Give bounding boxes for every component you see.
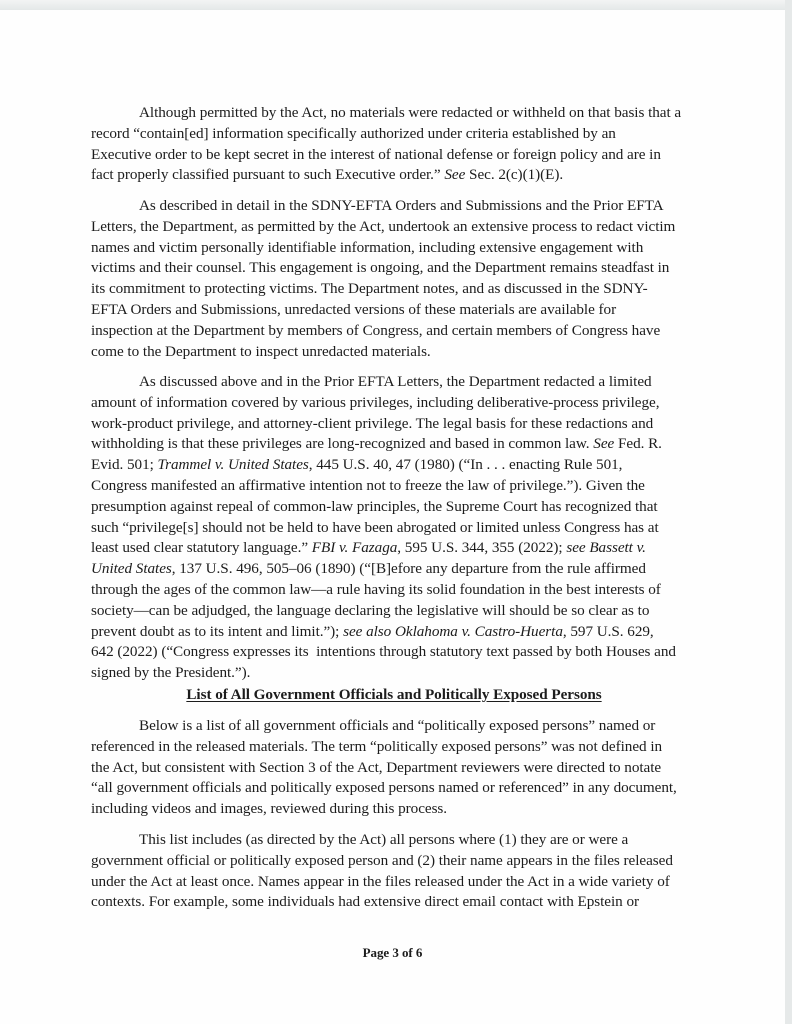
text-line xyxy=(91,166,563,184)
text-run: 642 (2022) (“Congress expresses its intentions through statutory text passed by both Houses and xyxy=(91,643,676,661)
text-line xyxy=(91,456,622,474)
text-run: Evid. 501; xyxy=(91,456,158,474)
text-run: Letters, the Department, as permitted by the Act, undertook an extensive process to redact victim xyxy=(91,217,676,235)
italic-citation: Trammel v. United States xyxy=(157,456,309,474)
text-run: , 597 U.S. 629, xyxy=(562,622,654,640)
text-run: least used clear statutory language.” xyxy=(91,539,312,557)
page-number: Page 3 of 6 xyxy=(362,945,423,960)
text-line xyxy=(91,852,673,870)
text-line xyxy=(91,477,645,495)
text-run: names and victim personally identifiable information, including extensive engagement with xyxy=(91,238,644,256)
text-line xyxy=(91,301,616,319)
text-line xyxy=(139,831,628,849)
italic-citation: United States xyxy=(91,560,172,578)
text-line xyxy=(91,779,677,797)
text-run: Sec. 2(c)(1)(E). xyxy=(465,166,564,184)
document-page xyxy=(0,10,785,1024)
text-line xyxy=(91,893,639,911)
text-run: including videos and images, reviewed during this process. xyxy=(91,800,448,818)
italic-citation: FBI v. Fazaga xyxy=(311,539,398,557)
text-line xyxy=(139,373,652,391)
text-run: EFTA Orders and Submissions, unredacted versions of these materials are available for xyxy=(91,301,617,318)
text-line xyxy=(91,800,447,818)
text-line xyxy=(91,125,616,143)
text-run: , 445 U.S. 40, 47 (1980) (“In . . . enacting Rule 501, xyxy=(308,456,623,474)
text-run: Below is a list of all government officials and “politically exposed persons” named or xyxy=(139,717,656,734)
text-run: amount of information covered by various privileges, including deliberative-process privilege, xyxy=(91,393,660,411)
text-run: come to the Department to inspect unredacted materials. xyxy=(91,342,431,360)
text-line xyxy=(91,322,660,340)
text-line xyxy=(91,239,643,257)
text-line xyxy=(91,259,669,277)
text-line xyxy=(91,146,661,164)
text-line xyxy=(91,280,648,298)
text-run: inspection at the Department by members of Congress, and certain members of Congress have xyxy=(91,321,661,339)
text-run: presumption against repeal of common-law principles, the Supreme Court has recognized that xyxy=(91,497,658,515)
text-run: Fed. R. xyxy=(614,435,662,453)
text-run: Although permitted by the Act, no materials were redacted or withheld on that basis that a xyxy=(139,104,682,121)
text-run: , 595 U.S. 344, 355 (2022); xyxy=(397,539,567,557)
text-run: Executive order to be kept secret in the interest of national defense or foreign policy and are in xyxy=(91,145,661,163)
text-run: under the Act at least once. Names appear in the files released under the Act in a wide variety of xyxy=(91,872,670,890)
italic-citation: See xyxy=(593,435,615,453)
section-heading: List of All Government Officials and Politically Exposed Persons xyxy=(186,686,602,703)
scrollbar-track xyxy=(785,0,792,1024)
text-line xyxy=(91,623,654,641)
text-line xyxy=(91,643,676,661)
text-run: referenced in the released materials. The term “politically exposed persons” was not defined in xyxy=(91,737,663,755)
italic-citation: see Bassett v. xyxy=(566,539,646,557)
text-line xyxy=(91,343,431,361)
text-line xyxy=(91,519,659,537)
text-run: prevent doubt as to its intent and limit.”); xyxy=(91,622,344,640)
text-run: As described in detail in the SDNY-EFTA Orders and Submissions and the Prior EFTA xyxy=(139,197,664,214)
text-line xyxy=(91,759,661,777)
top-edge-shadow xyxy=(0,0,792,10)
text-run: , 137 U.S. 496, 505–06 (1890) (“[B]efore any departure from the rule affirmed xyxy=(171,560,646,578)
text-line xyxy=(91,873,670,891)
italic-citation: See xyxy=(444,166,466,184)
text-run: fact properly classified pursuant to such Executive order.” xyxy=(91,166,445,184)
text-line xyxy=(91,664,250,682)
text-line xyxy=(91,560,646,578)
text-line xyxy=(91,415,653,433)
text-run: contexts. For example, some individuals had extensive direct email contact with Epstein or xyxy=(91,893,640,911)
text-line xyxy=(91,498,658,516)
text-run: the Act, but consistent with Section 3 of the Act, Department reviewers were directed to notate xyxy=(91,758,662,776)
text-line xyxy=(139,717,655,735)
text-run: government official or politically exposed person and (2) their name appears in the files released xyxy=(91,851,673,869)
text-run: through the ages of the common law—a rule having its solid foundation in the best interests of xyxy=(91,581,661,598)
text-run: Congress manifested an affirmative intention not to freeze the law of privilege.”). Given the xyxy=(91,477,645,494)
text-run: “all government officials and politically exposed persons named or referenced” in any document, xyxy=(91,779,677,797)
text-run: society—can be adjudged, the language declaring the legislative will should be so clear as to xyxy=(91,601,650,619)
text-line xyxy=(91,602,649,620)
text-line xyxy=(91,539,646,557)
text-run: work-product privilege, and attorney-client privilege. The legal basis for these redactions and xyxy=(91,414,654,432)
text-line xyxy=(91,581,661,599)
text-run: As discussed above and in the Prior EFTA Letters, the Department redacted a limited xyxy=(139,373,652,390)
text-line xyxy=(91,394,659,412)
text-run: This list includes (as directed by the Act) all persons where (1) they are or were a xyxy=(139,831,629,848)
text-run: record “contain[ed] information specifically authorized under criteria established by an xyxy=(91,124,616,142)
text-line xyxy=(91,218,675,236)
text-line xyxy=(91,738,662,756)
text-line xyxy=(139,197,664,215)
text-run: victims and their counsel. This engagement is ongoing, and the Department remains steadfast in xyxy=(91,259,670,277)
text-line xyxy=(139,104,681,122)
text-run: such “privilege[s] should not be held to have been abrogated or limited unless Congress has at xyxy=(91,518,659,536)
text-run: withholding is that these privileges are long-recognized and based in common law. xyxy=(91,435,594,453)
text-run: its commitment to protecting victims. The Department notes, and as discussed in the SDNY- xyxy=(91,280,648,298)
italic-citation: see also Oklahoma v. Castro-Huerta xyxy=(343,622,563,640)
text-run: signed by the President.”). xyxy=(91,664,251,682)
text-line xyxy=(91,435,662,453)
